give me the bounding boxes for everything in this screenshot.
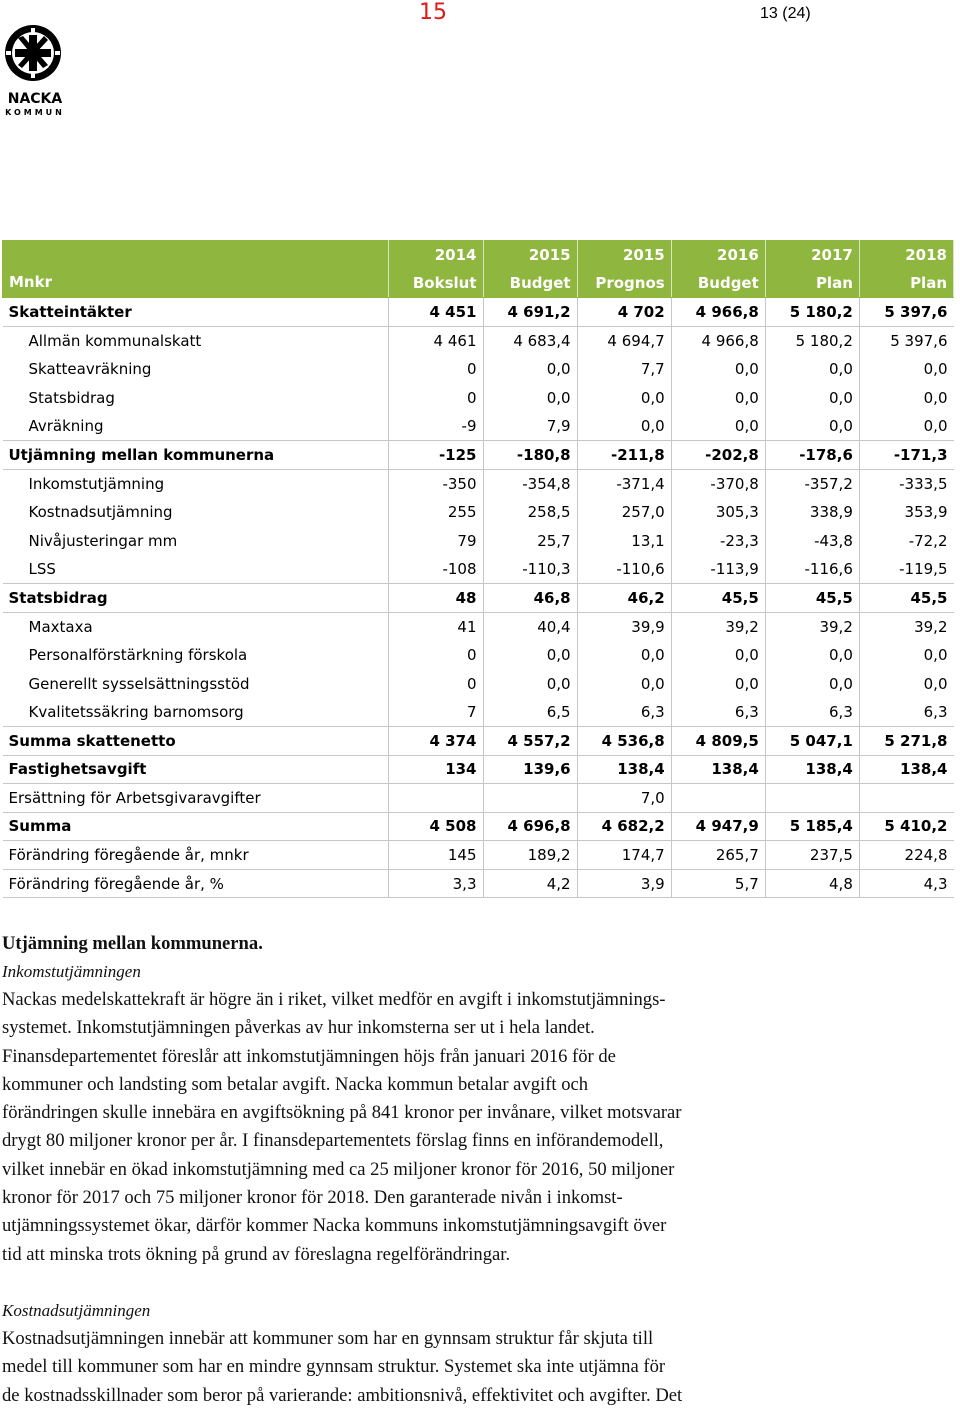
table-cell: 258,5 <box>483 498 577 527</box>
table-cell: 174,7 <box>577 841 671 870</box>
row-label: Statsbidrag <box>3 383 389 412</box>
table-row <box>3 841 954 870</box>
table-cell: 6,3 <box>671 698 765 727</box>
table-cell: 5 047,1 <box>765 726 859 755</box>
table-cell: 4 461 <box>389 326 483 355</box>
text-line: kronor för 2017 och 75 miljoner kronor för 2018. Den garanterade nivån i inkomst- <box>2 1187 623 1209</box>
table-cell: 145 <box>389 841 483 870</box>
row-label: Personalförstärkning förskola <box>3 641 389 670</box>
table-cell: 0,0 <box>671 641 765 670</box>
table-row <box>3 383 954 412</box>
table-cell: 0,0 <box>859 383 953 412</box>
table-cell <box>859 784 953 813</box>
table-cell: 41 <box>389 612 483 641</box>
row-label: Allmän kommunalskatt <box>3 326 389 355</box>
table-cell: 0,0 <box>483 355 577 384</box>
table-row <box>3 440 954 469</box>
table-cell: 0,0 <box>671 669 765 698</box>
row-label: Skatteintäkter <box>3 298 389 327</box>
table-cell: 13,1 <box>577 526 671 555</box>
table-cell: 5 180,2 <box>765 298 859 327</box>
table-cell: 5,7 <box>671 869 765 898</box>
table-cell: 0,0 <box>859 355 953 384</box>
table-row <box>3 641 954 670</box>
table-row <box>3 355 954 384</box>
table-row <box>3 583 954 612</box>
table-cell: 0,0 <box>859 412 953 441</box>
table-cell: 0,0 <box>765 412 859 441</box>
table-cell: 45,5 <box>671 583 765 612</box>
text-line: drygt 80 miljoner kronor per år. I finansdepartementets förslag finns en införandemodell, <box>2 1130 664 1152</box>
table-cell: 40,4 <box>483 612 577 641</box>
table-row <box>3 698 954 727</box>
table-cell: 3,3 <box>389 869 483 898</box>
table-cell: 134 <box>389 755 483 784</box>
row-label: Summa <box>3 812 389 841</box>
table-cell: 0,0 <box>577 641 671 670</box>
table-row <box>3 755 954 784</box>
table-cell: 5 180,2 <box>765 326 859 355</box>
paragraph <box>2 986 942 1269</box>
financial-table <box>2 240 954 898</box>
table-row <box>3 555 954 584</box>
table-header-row <box>3 241 954 298</box>
table-cell: 305,3 <box>671 498 765 527</box>
column-header: 2015 Budget <box>483 241 577 298</box>
table-cell: 138,4 <box>765 755 859 784</box>
row-label: Inkomstutjämning <box>3 469 389 498</box>
text-line: tid att minska trots ökning på grund av föreslagna regelförändringar. <box>2 1243 511 1265</box>
text-line: vilket innebär en ökad inkomstutjämning med ca 25 miljoner kronor för 2016, 50 miljoner <box>2 1158 675 1180</box>
table-cell: 46,2 <box>577 583 671 612</box>
table-cell: 4 702 <box>577 298 671 327</box>
table-cell: 3,9 <box>577 869 671 898</box>
text-line: Nackas medelskattekraft är högre än i riket, vilket medför en avgift i inkomstutjämnings- <box>2 989 666 1010</box>
table-cell: 5 410,2 <box>859 812 953 841</box>
table-row <box>3 412 954 441</box>
row-label: Statsbidrag <box>3 583 389 612</box>
row-label: Skatteavräkning <box>3 355 389 384</box>
table-cell: 4 966,8 <box>671 326 765 355</box>
table-cell: 4 947,9 <box>671 812 765 841</box>
row-label: Utjämning mellan kommunerna <box>3 440 389 469</box>
table-cell: 5 185,4 <box>765 812 859 841</box>
table-cell: -23,3 <box>671 526 765 555</box>
table-cell: 39,2 <box>859 612 953 641</box>
table-cell: 4,8 <box>765 869 859 898</box>
table-cell <box>671 784 765 813</box>
column-header: 2016 Budget <box>671 241 765 298</box>
table-cell: -370,8 <box>671 469 765 498</box>
table-cell: 6,3 <box>577 698 671 727</box>
table-cell: -43,8 <box>765 526 859 555</box>
table-cell: 257,0 <box>577 498 671 527</box>
row-label: Ersättning för Arbetsgivaravgifter <box>3 784 389 813</box>
table-row <box>3 469 954 498</box>
table-cell: 138,4 <box>859 755 953 784</box>
table-cell: 0,0 <box>671 383 765 412</box>
text-line: kommuner och landsting som betalar avgift. Nacka kommun betalar avgift och <box>2 1073 589 1095</box>
text-line: utjämningssystemet ökar, därför kommer Nacka kommuns inkomstutjämningsavgift över <box>2 1215 667 1237</box>
table-cell: 0 <box>389 669 483 698</box>
table-cell: 0,0 <box>483 383 577 412</box>
table-cell: 0,0 <box>765 669 859 698</box>
table-row <box>3 812 954 841</box>
table-row <box>3 612 954 641</box>
table-cell: 39,2 <box>765 612 859 641</box>
table-cell: -178,6 <box>765 440 859 469</box>
table-cell: 79 <box>389 526 483 555</box>
table-row <box>3 498 954 527</box>
table-cell: -202,8 <box>671 440 765 469</box>
text-line: de kostnadsskillnader som beror på varierande: ambitionsnivå, effektivitet och avgifter. Det <box>2 1384 683 1406</box>
table-cell: 25,7 <box>483 526 577 555</box>
text-line: Finansdepartementet föreslår att inkomstutjämningen höjs från januari 2016 för de <box>2 1045 616 1067</box>
table-cell: 255 <box>389 498 483 527</box>
table-row <box>3 526 954 555</box>
table-cell: 39,9 <box>577 612 671 641</box>
table-cell: -108 <box>389 555 483 584</box>
table-cell: 189,2 <box>483 841 577 870</box>
table-cell: -171,3 <box>859 440 953 469</box>
table-cell: 4 682,2 <box>577 812 671 841</box>
row-label: Generellt sysselsättningsstöd <box>3 669 389 698</box>
table-cell: -72,2 <box>859 526 953 555</box>
table-cell: 4,2 <box>483 869 577 898</box>
table-cell: 6,3 <box>859 698 953 727</box>
table-cell: 0,0 <box>483 669 577 698</box>
table-cell: -357,2 <box>765 469 859 498</box>
table-cell: 7,7 <box>577 355 671 384</box>
page-count: 13 (24) <box>760 5 811 22</box>
text-line: systemet. Inkomstutjämningen påverkas av hur inkomsterna ser ut i hela landet. <box>2 1017 595 1039</box>
table-cell: 4 696,8 <box>483 812 577 841</box>
table-cell: 4 508 <box>389 812 483 841</box>
table-cell <box>483 784 577 813</box>
row-label: Förändring föregående år, mnkr <box>3 841 389 870</box>
table-cell: 4 691,2 <box>483 298 577 327</box>
table-cell: 5 397,6 <box>859 298 953 327</box>
subsection-title: Inkomstutjämningen <box>2 962 141 981</box>
table-row <box>3 784 954 813</box>
nacka-crest-icon <box>0 22 70 92</box>
table-cell: 4 374 <box>389 726 483 755</box>
table-cell: 4 809,5 <box>671 726 765 755</box>
table-cell <box>389 784 483 813</box>
table-cell: -9 <box>389 412 483 441</box>
table-cell: 4 451 <box>389 298 483 327</box>
table-cell: -180,8 <box>483 440 577 469</box>
table-cell: 0,0 <box>577 669 671 698</box>
row-label: LSS <box>3 555 389 584</box>
column-header: 2014 Bokslut <box>389 241 483 298</box>
table-cell: 0 <box>389 383 483 412</box>
table-cell: 0,0 <box>577 383 671 412</box>
row-label: Fastighetsavgift <box>3 755 389 784</box>
table-cell: 0,0 <box>577 412 671 441</box>
table-cell: 6,5 <box>483 698 577 727</box>
table-cell: 139,6 <box>483 755 577 784</box>
table-cell: 138,4 <box>671 755 765 784</box>
paragraph <box>2 1325 942 1410</box>
table-cell: 0,0 <box>483 641 577 670</box>
subsection-title: Kostnadsutjämningen <box>2 1300 151 1320</box>
table-cell: 265,7 <box>671 841 765 870</box>
table-cell: 0,0 <box>765 355 859 384</box>
table-cell: 4 966,8 <box>671 298 765 327</box>
logo <box>0 22 70 118</box>
table-cell: 353,9 <box>859 498 953 527</box>
logo-sub: KOMMUN <box>5 108 65 117</box>
table-cell: 39,2 <box>671 612 765 641</box>
row-label: Avräkning <box>3 412 389 441</box>
table-cell: -371,4 <box>577 469 671 498</box>
table-row <box>3 326 954 355</box>
text-line: förändringen skulle innebära en avgiftsökning på 841 kronor per invånare, vilket motsvarar <box>2 1102 682 1124</box>
table-cell: 45,5 <box>859 583 953 612</box>
table-cell: -110,3 <box>483 555 577 584</box>
row-label: Summa skattenetto <box>3 726 389 755</box>
table-cell: 237,5 <box>765 841 859 870</box>
table-cell: -333,5 <box>859 469 953 498</box>
text-line: medel till kommuner som har en mindre gynnsam struktur. Systemet ska inte utjämna för <box>2 1356 666 1378</box>
table-cell: 4 694,7 <box>577 326 671 355</box>
table-cell: 0,0 <box>859 669 953 698</box>
table-cell: -211,8 <box>577 440 671 469</box>
table-cell: 7,0 <box>577 784 671 813</box>
table-cell: 4 557,2 <box>483 726 577 755</box>
table-cell: -116,6 <box>765 555 859 584</box>
row-label: Nivåjusteringar mm <box>3 526 389 555</box>
table-cell: 0,0 <box>671 355 765 384</box>
table-cell: 338,9 <box>765 498 859 527</box>
table-cell: 138,4 <box>577 755 671 784</box>
table-cell: 48 <box>389 583 483 612</box>
table-cell: 7,9 <box>483 412 577 441</box>
row-label: Maxtaxa <box>3 612 389 641</box>
table-cell: 0,0 <box>765 383 859 412</box>
table-cell: 5 271,8 <box>859 726 953 755</box>
table-row <box>3 298 954 327</box>
table-cell <box>765 784 859 813</box>
table-cell: -125 <box>389 440 483 469</box>
table-cell: 45,5 <box>765 583 859 612</box>
table-cell: 4,3 <box>859 869 953 898</box>
row-label: Kvalitetssäkring barnomsorg <box>3 698 389 727</box>
table-row <box>3 869 954 898</box>
column-header: 2017 Plan <box>765 241 859 298</box>
table-cell: 7 <box>389 698 483 727</box>
table-cell: 224,8 <box>859 841 953 870</box>
table-cell: 4 536,8 <box>577 726 671 755</box>
text-line: Kostnadsutjämningen innebär att kommuner som har en gynnsam struktur får skjuta till <box>2 1327 654 1349</box>
page-number: 15 <box>419 0 447 25</box>
table-cell: -110,6 <box>577 555 671 584</box>
column-header: 2018 Plan <box>859 241 953 298</box>
table-cell: -354,8 <box>483 469 577 498</box>
column-header: 2015 Prognos <box>577 241 671 298</box>
logo-name: NACKA <box>7 91 63 107</box>
table-cell: 0,0 <box>671 412 765 441</box>
table-row <box>3 669 954 698</box>
table-cell: 0,0 <box>859 641 953 670</box>
table-row <box>3 726 954 755</box>
row-label: Kostnadsutjämning <box>3 498 389 527</box>
row-label: Förändring föregående år, % <box>3 869 389 898</box>
table-cell: 46,8 <box>483 583 577 612</box>
table-cell: -119,5 <box>859 555 953 584</box>
header-label: Mnkr <box>3 241 389 298</box>
section-heading: Utjämning mellan kommunerna. <box>2 933 263 954</box>
table-cell: 0,0 <box>765 641 859 670</box>
table-cell: 4 683,4 <box>483 326 577 355</box>
table-cell: -350 <box>389 469 483 498</box>
table-cell: 5 397,6 <box>859 326 953 355</box>
table-cell: 0 <box>389 641 483 670</box>
body-text <box>2 930 942 1410</box>
table-cell: -113,9 <box>671 555 765 584</box>
table-cell: 0 <box>389 355 483 384</box>
table-cell: 6,3 <box>765 698 859 727</box>
